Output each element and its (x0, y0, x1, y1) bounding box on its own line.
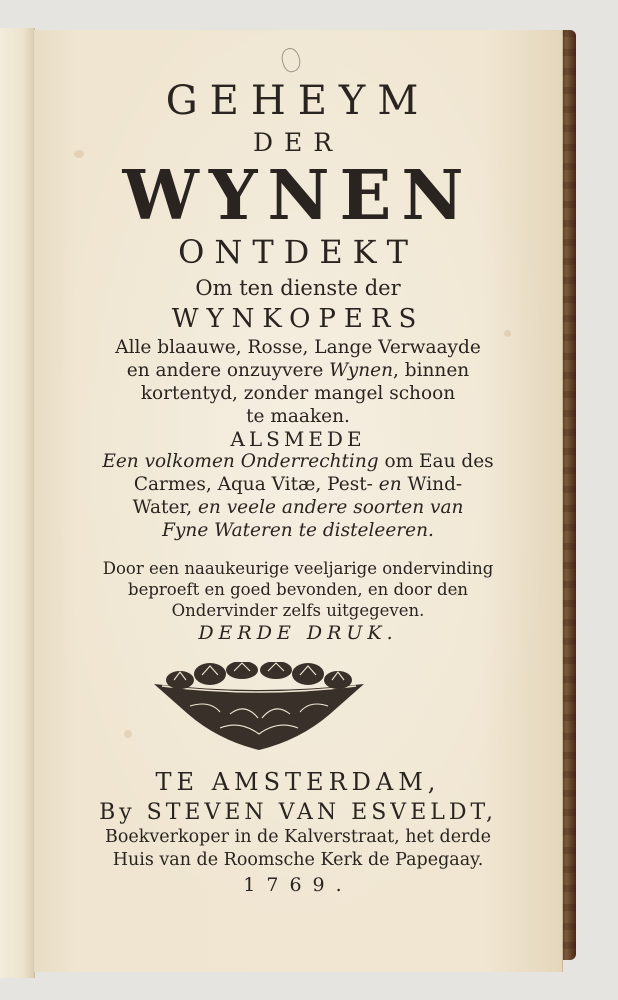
title-line-wynen: WYNEN (122, 156, 474, 236)
fleuron-basket-icon (150, 662, 368, 752)
imprint-city: TE AMSTERDAM, (155, 768, 441, 796)
title-line-der: DER (252, 128, 344, 157)
description-line-3: kortentyd, zonder mangel schoon (140, 383, 456, 404)
supplement-line-1: Een volkomen Onderrechting om Eau des (102, 451, 494, 472)
endorsement-line-3: Ondervinder zelfs uitgegeven. (171, 601, 425, 620)
endorsement-line-1: Door een naaukeurige veeljarige ondervinding (102, 559, 494, 578)
endorsement-line-2: beproeft en goed bevonden, en door den (128, 580, 468, 599)
imprint-year: 1769. (243, 874, 353, 896)
title-line-geheym: GEHEYM (165, 78, 431, 124)
supplement-line-4: Fyne Wateren te disteleeren. (162, 520, 434, 541)
description-line-2: en andere onzuyvere Wynen, binnen (126, 360, 470, 381)
title-page (34, 30, 562, 972)
supplement-line-2: Carmes, Aqua Vitæ, Pest- en Wind- (133, 474, 463, 495)
adjacent-page-edge (0, 28, 35, 978)
imprint-publisher: By STEVEN VAN ESVELDT, (99, 800, 497, 825)
title-line-wynkopers: WYNKOPERS (171, 304, 425, 334)
ink-mark (279, 46, 304, 74)
edition-label: DERDE DRUK. (198, 622, 398, 644)
description-line-4: te maaken. (246, 406, 350, 427)
imprint-address-2: Huis van de Roomsche Kerk de Papegaay. (112, 850, 484, 870)
supplement-line-3: Water, en veele andere soorten van (132, 497, 464, 518)
imprint-address-1: Boekverkoper in de Kalverstraat, het derde (105, 827, 491, 847)
description-line-1: Alle blaauwe, Rosse, Lange Verwaayde (115, 337, 481, 358)
title-line-ontdekt: ONTDEKT (178, 233, 418, 271)
heading-alsmede: ALSMEDE (230, 427, 366, 451)
subtitle-dedication: Om ten dienste der (195, 276, 401, 300)
